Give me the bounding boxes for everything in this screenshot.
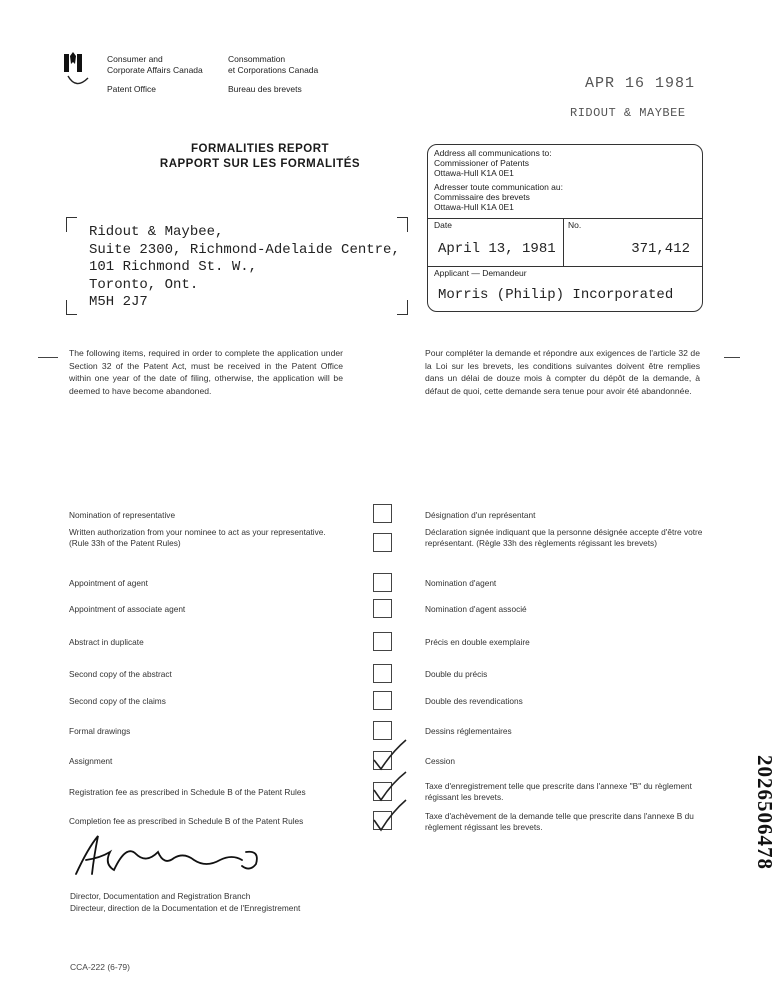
item-en-completion-fee: Completion fee as prescribed in Schedule B of the Patent Rules [69, 816, 304, 826]
address-divider-bottom [428, 266, 702, 267]
item-en-assignment: Assignment [69, 756, 113, 766]
item-fr-abstract-duplicate: Précis en double exemplaire [425, 637, 530, 647]
received-stamp-firm: RIDOUT & MAYBEE [570, 106, 686, 120]
government-logo [62, 50, 102, 90]
address-divider-mid [563, 218, 564, 266]
item-en-abstract-duplicate: Abstract in duplicate [69, 637, 144, 647]
intro-fr: Pour compléter la demande et répondre aux exigences de l'article 32 de la Loi sur les brevets, les conditions suivantes doivent être remplies dans un délai de douze mois à compter du dépôt de la demande, à défaut de quoi, cette demande sera tenue pour avoir été abandonnée. [425, 348, 700, 396]
item-en-associate-agent: Appointment of associate agent [69, 604, 186, 614]
report-title-fr: RAPPORT SUR LES FORMALITÉS [159, 158, 361, 170]
flag-logo-icon [62, 50, 102, 90]
checkbox-abstract-copy [373, 664, 392, 683]
bracket-top-left [66, 217, 77, 232]
item-en-formal-drawings: Formal drawings [69, 726, 131, 736]
applicant-label: Applicant — Demandeur [434, 268, 527, 278]
application-number: 371,412 [631, 241, 690, 257]
item-fr-completion-fee: Taxe d'achèvement de la demande telle que prescrite dans l'annexe B du règlement régissant les brevets. [425, 811, 694, 832]
signature-title-en: Director, Documentation and Registration Branch [70, 891, 251, 901]
dept-name-en: Consumer and Corporate Affairs Canada [107, 54, 203, 75]
item-en-authorization: Written authorization from your nominee to act as your representative. (Rule 33h of the Patent Rules) [69, 527, 326, 548]
received-stamp-date: APR 16 1981 [585, 75, 696, 92]
item-fr-formal-drawings: Dessins réglementaires [425, 726, 512, 736]
signature-title-fr: Directeur, direction de la Documentation et de l'Enregistrement [70, 903, 301, 913]
bracket-bottom-left [66, 300, 77, 315]
date-label: Date [434, 220, 452, 230]
item-fr-nomination: Désignation d'un représentant [425, 510, 536, 520]
item-fr-abstract-copy: Double du précis [425, 669, 488, 679]
checkbox-associate-agent [373, 599, 392, 618]
checkmark-icon [366, 738, 410, 774]
item-en-registration-fee: Registration fee as prescribed in Schedule B of the Patent Rules [69, 787, 306, 797]
item-fr-claims-copy: Double des revendications [425, 696, 523, 706]
checkbox-nomination [373, 504, 392, 523]
signature [70, 830, 270, 882]
checkbox-abstract-duplicate [373, 632, 392, 651]
applicant-value: Morris (Philip) Incorporated [438, 287, 674, 303]
office-fr: Bureau des brevets [228, 84, 302, 94]
address-box [427, 144, 703, 312]
address-fr: Adresser toute communication au: Commissaire des brevets Ottawa-Hull K1A 0E1 [434, 182, 563, 212]
item-fr-registration-fee: Taxe d'enregistrement telle que prescrite dans l'annexe "B" du règlement régissant les brevets. [425, 781, 692, 802]
item-en-nomination: Nomination of representative [69, 510, 176, 520]
checkbox-agent [373, 573, 392, 592]
margin-mark-left [38, 357, 58, 358]
checkbox-authorization [373, 533, 392, 552]
item-fr-assignment: Cession [425, 756, 455, 766]
item-fr-authorization: Déclaration signée indiquant que la personne désignée accepte d'être votre représentant. (Règle 33h des règlements régissant les brevets) [425, 527, 703, 548]
side-document-number: 2026506478 [753, 755, 777, 870]
address-divider-top [428, 218, 702, 219]
report-title-en: FORMALITIES REPORT [190, 143, 330, 155]
checkmark-icon [366, 798, 410, 834]
address-en: Address all communications to: Commissioner of Patents Ottawa-Hull K1A 0E1 [434, 148, 552, 178]
item-en-agent: Appointment of agent [69, 578, 148, 588]
item-fr-agent: Nomination d'agent [425, 578, 497, 588]
checkbox-claims-copy [373, 691, 392, 710]
item-en-abstract-copy: Second copy of the abstract [69, 669, 172, 679]
item-en-claims-copy: Second copy of the claims [69, 696, 166, 706]
no-label: No. [568, 220, 582, 230]
item-fr-associate-agent: Nomination d'agent associé [425, 604, 527, 614]
dept-name-fr: Consommation et Corporations Canada [228, 54, 319, 75]
office-en: Patent Office [107, 84, 156, 94]
form-number: CCA-222 (6-79) [70, 962, 130, 972]
margin-mark-right [724, 357, 740, 358]
recipient-address: Ridout & Maybee, Suite 2300, Richmond-Adelaide Centre, 101 Richmond St. W., Toronto, Ont. M5H 2J7 [89, 224, 400, 310]
date-value: April 13, 1981 [438, 241, 556, 257]
intro-en: The following items, required in order to complete the application under Section 32 of the Patent Act, must be received in the Patent Office within one year of the date of filing, otherwise, the application will be deemed to have become abandoned. [69, 348, 343, 396]
